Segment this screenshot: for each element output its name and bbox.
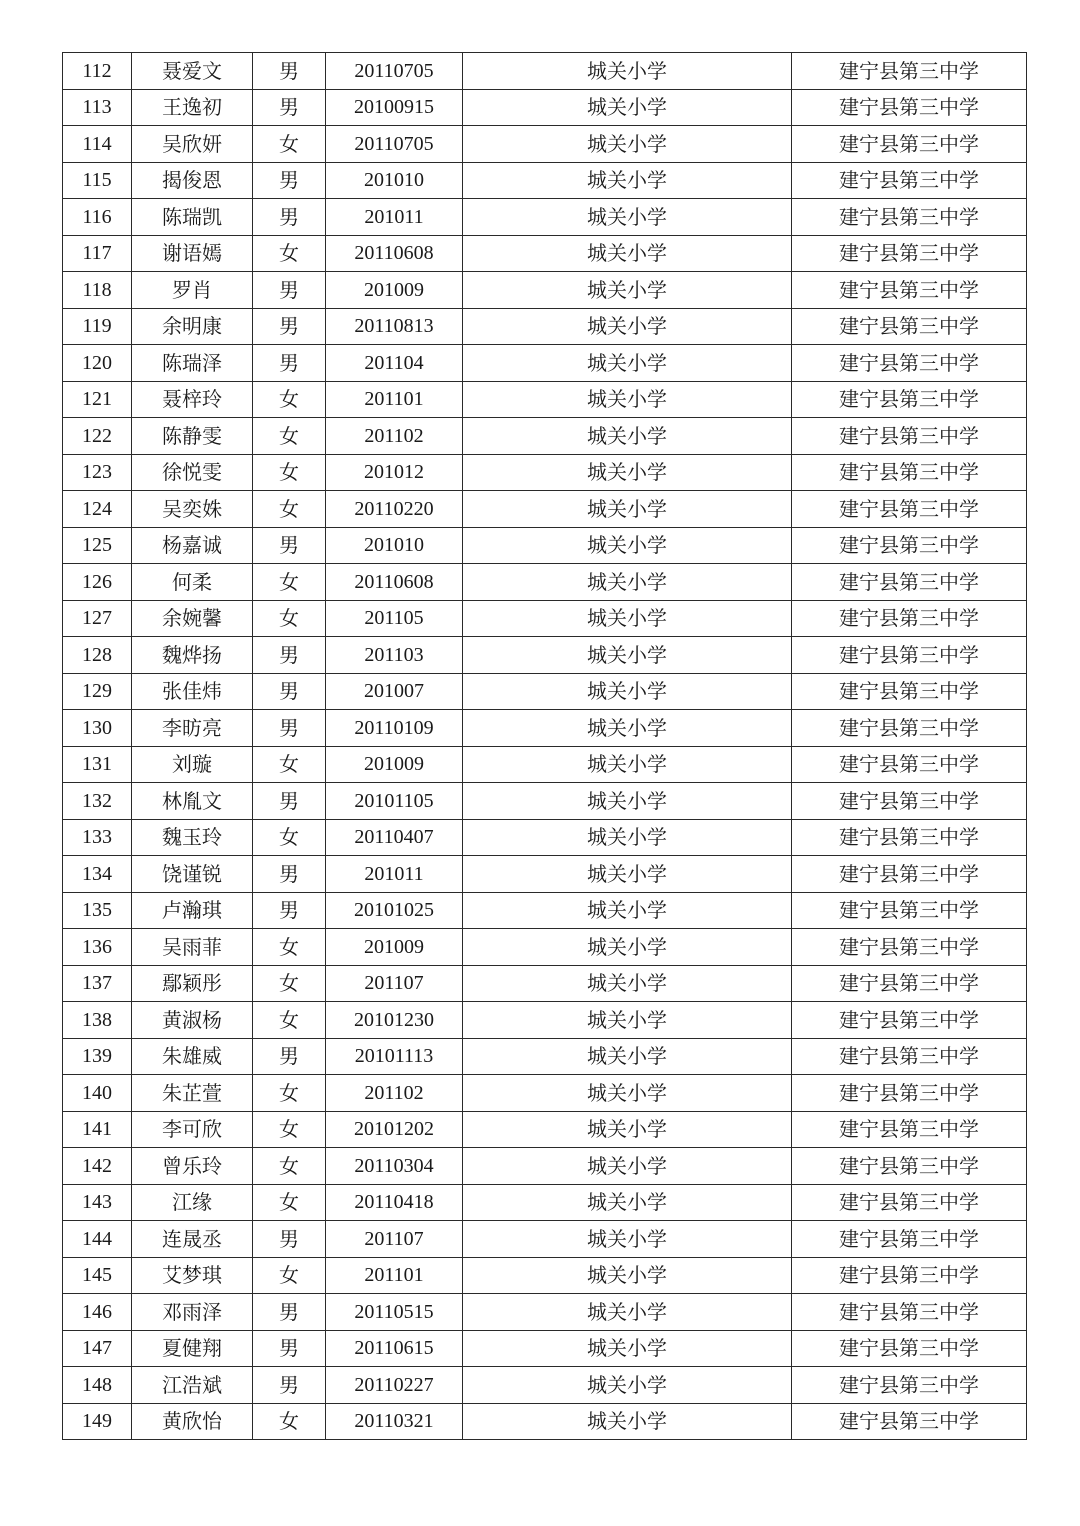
gender-cell: 女 (253, 235, 326, 272)
student-name-cell: 聂爱文 (132, 53, 253, 90)
student-name-cell: 罗肖 (132, 272, 253, 309)
assigned-school-cell: 建宁县第三中学 (792, 1148, 1027, 1185)
student-roster-table (62, 52, 1027, 1440)
table-row (63, 345, 1027, 382)
birth-date-cell: 20110813 (326, 308, 463, 345)
row-number-cell: 137 (63, 965, 132, 1002)
birth-date-cell: 201012 (326, 454, 463, 491)
row-number-cell: 123 (63, 454, 132, 491)
student-name-cell: 吴欣妍 (132, 126, 253, 163)
primary-school-cell: 城关小学 (463, 162, 792, 199)
assigned-school-cell: 建宁县第三中学 (792, 783, 1027, 820)
row-number-cell: 136 (63, 929, 132, 966)
table-row (63, 162, 1027, 199)
gender-cell: 男 (253, 856, 326, 893)
table-row (63, 89, 1027, 126)
student-name-cell: 余明康 (132, 308, 253, 345)
gender-cell: 男 (253, 637, 326, 674)
birth-date-cell: 20110705 (326, 126, 463, 163)
student-name-cell: 曾乐玲 (132, 1148, 253, 1185)
assigned-school-cell: 建宁县第三中学 (792, 1184, 1027, 1221)
row-number-cell: 124 (63, 491, 132, 528)
student-name-cell: 魏玉玲 (132, 819, 253, 856)
birth-date-cell: 201107 (326, 965, 463, 1002)
gender-cell: 女 (253, 929, 326, 966)
row-number-cell: 127 (63, 600, 132, 637)
gender-cell: 男 (253, 1367, 326, 1404)
primary-school-cell: 城关小学 (463, 491, 792, 528)
row-number-cell: 132 (63, 783, 132, 820)
primary-school-cell: 城关小学 (463, 308, 792, 345)
student-name-cell: 何柔 (132, 564, 253, 601)
row-number-cell: 147 (63, 1330, 132, 1367)
birth-date-cell: 20110304 (326, 1148, 463, 1185)
birth-date-cell: 201009 (326, 272, 463, 309)
assigned-school-cell: 建宁县第三中学 (792, 162, 1027, 199)
birth-date-cell: 201011 (326, 856, 463, 893)
row-number-cell: 114 (63, 126, 132, 163)
row-number-cell: 112 (63, 53, 132, 90)
student-name-cell: 朱雄威 (132, 1038, 253, 1075)
row-number-cell: 116 (63, 199, 132, 236)
gender-cell: 男 (253, 272, 326, 309)
student-name-cell: 张佳炜 (132, 673, 253, 710)
table-row (63, 418, 1027, 455)
birth-date-cell: 201103 (326, 637, 463, 674)
student-name-cell: 余婉馨 (132, 600, 253, 637)
student-name-cell: 黄淑杨 (132, 1002, 253, 1039)
gender-cell: 男 (253, 308, 326, 345)
birth-date-cell: 20110615 (326, 1330, 463, 1367)
row-number-cell: 128 (63, 637, 132, 674)
table-row (63, 929, 1027, 966)
student-name-cell: 江缘 (132, 1184, 253, 1221)
table-row (63, 308, 1027, 345)
birth-date-cell: 201010 (326, 527, 463, 564)
student-name-cell: 连晟丞 (132, 1221, 253, 1258)
birth-date-cell: 20101105 (326, 783, 463, 820)
student-name-cell: 饶谨锐 (132, 856, 253, 893)
assigned-school-cell: 建宁县第三中学 (792, 89, 1027, 126)
row-number-cell: 134 (63, 856, 132, 893)
gender-cell: 男 (253, 345, 326, 382)
row-number-cell: 139 (63, 1038, 132, 1075)
table-row (63, 892, 1027, 929)
primary-school-cell: 城关小学 (463, 126, 792, 163)
row-number-cell: 121 (63, 381, 132, 418)
row-number-cell: 131 (63, 746, 132, 783)
student-name-cell: 聂梓玲 (132, 381, 253, 418)
table-row (63, 673, 1027, 710)
assigned-school-cell: 建宁县第三中学 (792, 1075, 1027, 1112)
gender-cell: 女 (253, 746, 326, 783)
student-name-cell: 陈静雯 (132, 418, 253, 455)
primary-school-cell: 城关小学 (463, 1002, 792, 1039)
assigned-school-cell: 建宁县第三中学 (792, 965, 1027, 1002)
birth-date-cell: 20101230 (326, 1002, 463, 1039)
primary-school-cell: 城关小学 (463, 235, 792, 272)
birth-date-cell: 20101113 (326, 1038, 463, 1075)
table-row (63, 564, 1027, 601)
primary-school-cell: 城关小学 (463, 746, 792, 783)
row-number-cell: 130 (63, 710, 132, 747)
gender-cell: 男 (253, 1221, 326, 1258)
gender-cell: 女 (253, 600, 326, 637)
student-name-cell: 王逸初 (132, 89, 253, 126)
birth-date-cell: 201102 (326, 1075, 463, 1112)
assigned-school-cell: 建宁县第三中学 (792, 1330, 1027, 1367)
student-name-cell: 陈瑞凯 (132, 199, 253, 236)
assigned-school-cell: 建宁县第三中学 (792, 1002, 1027, 1039)
primary-school-cell: 城关小学 (463, 1038, 792, 1075)
table-row (63, 1403, 1027, 1440)
assigned-school-cell: 建宁县第三中学 (792, 637, 1027, 674)
student-name-cell: 谢语嫣 (132, 235, 253, 272)
table-row (63, 1330, 1027, 1367)
student-name-cell: 鄢颖彤 (132, 965, 253, 1002)
student-name-cell: 夏健翔 (132, 1330, 253, 1367)
student-name-cell: 揭俊恩 (132, 162, 253, 199)
assigned-school-cell: 建宁县第三中学 (792, 892, 1027, 929)
gender-cell: 男 (253, 1038, 326, 1075)
primary-school-cell: 城关小学 (463, 710, 792, 747)
table-row (63, 819, 1027, 856)
primary-school-cell: 城关小学 (463, 53, 792, 90)
primary-school-cell: 城关小学 (463, 1221, 792, 1258)
assigned-school-cell: 建宁县第三中学 (792, 381, 1027, 418)
birth-date-cell: 201007 (326, 673, 463, 710)
table-row (63, 1148, 1027, 1185)
primary-school-cell: 城关小学 (463, 345, 792, 382)
student-name-cell: 邓雨泽 (132, 1294, 253, 1331)
gender-cell: 男 (253, 1330, 326, 1367)
student-name-cell: 吴奕姝 (132, 491, 253, 528)
birth-date-cell: 20101202 (326, 1111, 463, 1148)
gender-cell: 女 (253, 1075, 326, 1112)
assigned-school-cell: 建宁县第三中学 (792, 1294, 1027, 1331)
primary-school-cell: 城关小学 (463, 892, 792, 929)
birth-date-cell: 201104 (326, 345, 463, 382)
assigned-school-cell: 建宁县第三中学 (792, 600, 1027, 637)
row-number-cell: 113 (63, 89, 132, 126)
gender-cell: 男 (253, 162, 326, 199)
primary-school-cell: 城关小学 (463, 856, 792, 893)
assigned-school-cell: 建宁县第三中学 (792, 308, 1027, 345)
birth-date-cell: 201009 (326, 746, 463, 783)
table-row (63, 746, 1027, 783)
birth-date-cell: 20110515 (326, 1294, 463, 1331)
table-row (63, 491, 1027, 528)
row-number-cell: 138 (63, 1002, 132, 1039)
gender-cell: 男 (253, 1294, 326, 1331)
row-number-cell: 146 (63, 1294, 132, 1331)
table-row (63, 1294, 1027, 1331)
gender-cell: 女 (253, 454, 326, 491)
primary-school-cell: 城关小学 (463, 564, 792, 601)
table-row (63, 199, 1027, 236)
assigned-school-cell: 建宁县第三中学 (792, 1038, 1027, 1075)
primary-school-cell: 城关小学 (463, 673, 792, 710)
row-number-cell: 125 (63, 527, 132, 564)
birth-date-cell: 20110220 (326, 491, 463, 528)
birth-date-cell: 201011 (326, 199, 463, 236)
row-number-cell: 126 (63, 564, 132, 601)
assigned-school-cell: 建宁县第三中学 (792, 345, 1027, 382)
table-row (63, 1367, 1027, 1404)
primary-school-cell: 城关小学 (463, 637, 792, 674)
student-name-cell: 魏烨扬 (132, 637, 253, 674)
birth-date-cell: 201107 (326, 1221, 463, 1258)
gender-cell: 女 (253, 965, 326, 1002)
table-row (63, 1075, 1027, 1112)
student-name-cell: 黄欣怡 (132, 1403, 253, 1440)
student-name-cell: 朱芷萱 (132, 1075, 253, 1112)
assigned-school-cell: 建宁县第三中学 (792, 53, 1027, 90)
birth-date-cell: 20110321 (326, 1403, 463, 1440)
student-name-cell: 李昉亮 (132, 710, 253, 747)
primary-school-cell: 城关小学 (463, 1075, 792, 1112)
table-row (63, 381, 1027, 418)
birth-date-cell: 20110705 (326, 53, 463, 90)
gender-cell: 女 (253, 1184, 326, 1221)
primary-school-cell: 城关小学 (463, 783, 792, 820)
gender-cell: 男 (253, 783, 326, 820)
birth-date-cell: 201101 (326, 1257, 463, 1294)
row-number-cell: 135 (63, 892, 132, 929)
gender-cell: 女 (253, 1403, 326, 1440)
student-name-cell: 刘璇 (132, 746, 253, 783)
table-row (63, 272, 1027, 309)
assigned-school-cell: 建宁县第三中学 (792, 527, 1027, 564)
row-number-cell: 148 (63, 1367, 132, 1404)
assigned-school-cell: 建宁县第三中学 (792, 1111, 1027, 1148)
primary-school-cell: 城关小学 (463, 929, 792, 966)
assigned-school-cell: 建宁县第三中学 (792, 454, 1027, 491)
assigned-school-cell: 建宁县第三中学 (792, 1367, 1027, 1404)
primary-school-cell: 城关小学 (463, 381, 792, 418)
student-name-cell: 杨嘉诚 (132, 527, 253, 564)
birth-date-cell: 20110418 (326, 1184, 463, 1221)
birth-date-cell: 201101 (326, 381, 463, 418)
assigned-school-cell: 建宁县第三中学 (792, 1221, 1027, 1258)
row-number-cell: 145 (63, 1257, 132, 1294)
primary-school-cell: 城关小学 (463, 272, 792, 309)
birth-date-cell: 201105 (326, 600, 463, 637)
birth-date-cell: 20110608 (326, 235, 463, 272)
table-row (63, 710, 1027, 747)
assigned-school-cell: 建宁县第三中学 (792, 272, 1027, 309)
assigned-school-cell: 建宁县第三中学 (792, 819, 1027, 856)
primary-school-cell: 城关小学 (463, 89, 792, 126)
row-number-cell: 142 (63, 1148, 132, 1185)
gender-cell: 男 (253, 199, 326, 236)
row-number-cell: 118 (63, 272, 132, 309)
primary-school-cell: 城关小学 (463, 1330, 792, 1367)
primary-school-cell: 城关小学 (463, 1367, 792, 1404)
row-number-cell: 122 (63, 418, 132, 455)
table-row (63, 454, 1027, 491)
assigned-school-cell: 建宁县第三中学 (792, 235, 1027, 272)
assigned-school-cell: 建宁县第三中学 (792, 673, 1027, 710)
assigned-school-cell: 建宁县第三中学 (792, 929, 1027, 966)
table-row (63, 527, 1027, 564)
student-name-cell: 卢瀚琪 (132, 892, 253, 929)
row-number-cell: 133 (63, 819, 132, 856)
assigned-school-cell: 建宁县第三中学 (792, 126, 1027, 163)
row-number-cell: 115 (63, 162, 132, 199)
gender-cell: 女 (253, 1148, 326, 1185)
assigned-school-cell: 建宁县第三中学 (792, 746, 1027, 783)
primary-school-cell: 城关小学 (463, 819, 792, 856)
row-number-cell: 143 (63, 1184, 132, 1221)
row-number-cell: 144 (63, 1221, 132, 1258)
birth-date-cell: 201102 (326, 418, 463, 455)
gender-cell: 男 (253, 673, 326, 710)
assigned-school-cell: 建宁县第三中学 (792, 1403, 1027, 1440)
gender-cell: 女 (253, 381, 326, 418)
assigned-school-cell: 建宁县第三中学 (792, 710, 1027, 747)
table-row (63, 1257, 1027, 1294)
table-row (63, 965, 1027, 1002)
primary-school-cell: 城关小学 (463, 454, 792, 491)
table-row (63, 126, 1027, 163)
birth-date-cell: 20110407 (326, 819, 463, 856)
birth-date-cell: 20110608 (326, 564, 463, 601)
row-number-cell: 149 (63, 1403, 132, 1440)
primary-school-cell: 城关小学 (463, 527, 792, 564)
gender-cell: 女 (253, 1257, 326, 1294)
assigned-school-cell: 建宁县第三中学 (792, 856, 1027, 893)
table-row (63, 1184, 1027, 1221)
gender-cell: 男 (253, 892, 326, 929)
primary-school-cell: 城关小学 (463, 1148, 792, 1185)
gender-cell: 男 (253, 710, 326, 747)
birth-date-cell: 201009 (326, 929, 463, 966)
student-name-cell: 徐悦雯 (132, 454, 253, 491)
row-number-cell: 119 (63, 308, 132, 345)
gender-cell: 女 (253, 1111, 326, 1148)
row-number-cell: 117 (63, 235, 132, 272)
primary-school-cell: 城关小学 (463, 965, 792, 1002)
row-number-cell: 129 (63, 673, 132, 710)
gender-cell: 女 (253, 126, 326, 163)
gender-cell: 男 (253, 89, 326, 126)
row-number-cell: 140 (63, 1075, 132, 1112)
assigned-school-cell: 建宁县第三中学 (792, 199, 1027, 236)
student-name-cell: 艾梦琪 (132, 1257, 253, 1294)
gender-cell: 女 (253, 564, 326, 601)
table-row (63, 637, 1027, 674)
gender-cell: 女 (253, 418, 326, 455)
table-row (63, 856, 1027, 893)
assigned-school-cell: 建宁县第三中学 (792, 418, 1027, 455)
student-name-cell: 李可欣 (132, 1111, 253, 1148)
table-row (63, 600, 1027, 637)
primary-school-cell: 城关小学 (463, 1403, 792, 1440)
row-number-cell: 141 (63, 1111, 132, 1148)
assigned-school-cell: 建宁县第三中学 (792, 564, 1027, 601)
birth-date-cell: 20100915 (326, 89, 463, 126)
assigned-school-cell: 建宁县第三中学 (792, 491, 1027, 528)
gender-cell: 女 (253, 1002, 326, 1039)
primary-school-cell: 城关小学 (463, 1294, 792, 1331)
gender-cell: 男 (253, 53, 326, 90)
student-name-cell: 吴雨菲 (132, 929, 253, 966)
gender-cell: 男 (253, 527, 326, 564)
table-row (63, 1221, 1027, 1258)
gender-cell: 女 (253, 819, 326, 856)
table-row (63, 1111, 1027, 1148)
birth-date-cell: 201010 (326, 162, 463, 199)
student-name-cell: 林胤文 (132, 783, 253, 820)
roster-body (63, 53, 1027, 1440)
primary-school-cell: 城关小学 (463, 600, 792, 637)
table-row (63, 235, 1027, 272)
primary-school-cell: 城关小学 (463, 1111, 792, 1148)
table-row (63, 53, 1027, 90)
birth-date-cell: 20101025 (326, 892, 463, 929)
birth-date-cell: 20110109 (326, 710, 463, 747)
table-row (63, 1002, 1027, 1039)
row-number-cell: 120 (63, 345, 132, 382)
table-row (63, 783, 1027, 820)
primary-school-cell: 城关小学 (463, 1184, 792, 1221)
student-name-cell: 陈瑞泽 (132, 345, 253, 382)
primary-school-cell: 城关小学 (463, 1257, 792, 1294)
primary-school-cell: 城关小学 (463, 418, 792, 455)
birth-date-cell: 20110227 (326, 1367, 463, 1404)
table-row (63, 1038, 1027, 1075)
primary-school-cell: 城关小学 (463, 199, 792, 236)
student-name-cell: 江浩斌 (132, 1367, 253, 1404)
assigned-school-cell: 建宁县第三中学 (792, 1257, 1027, 1294)
gender-cell: 女 (253, 491, 326, 528)
